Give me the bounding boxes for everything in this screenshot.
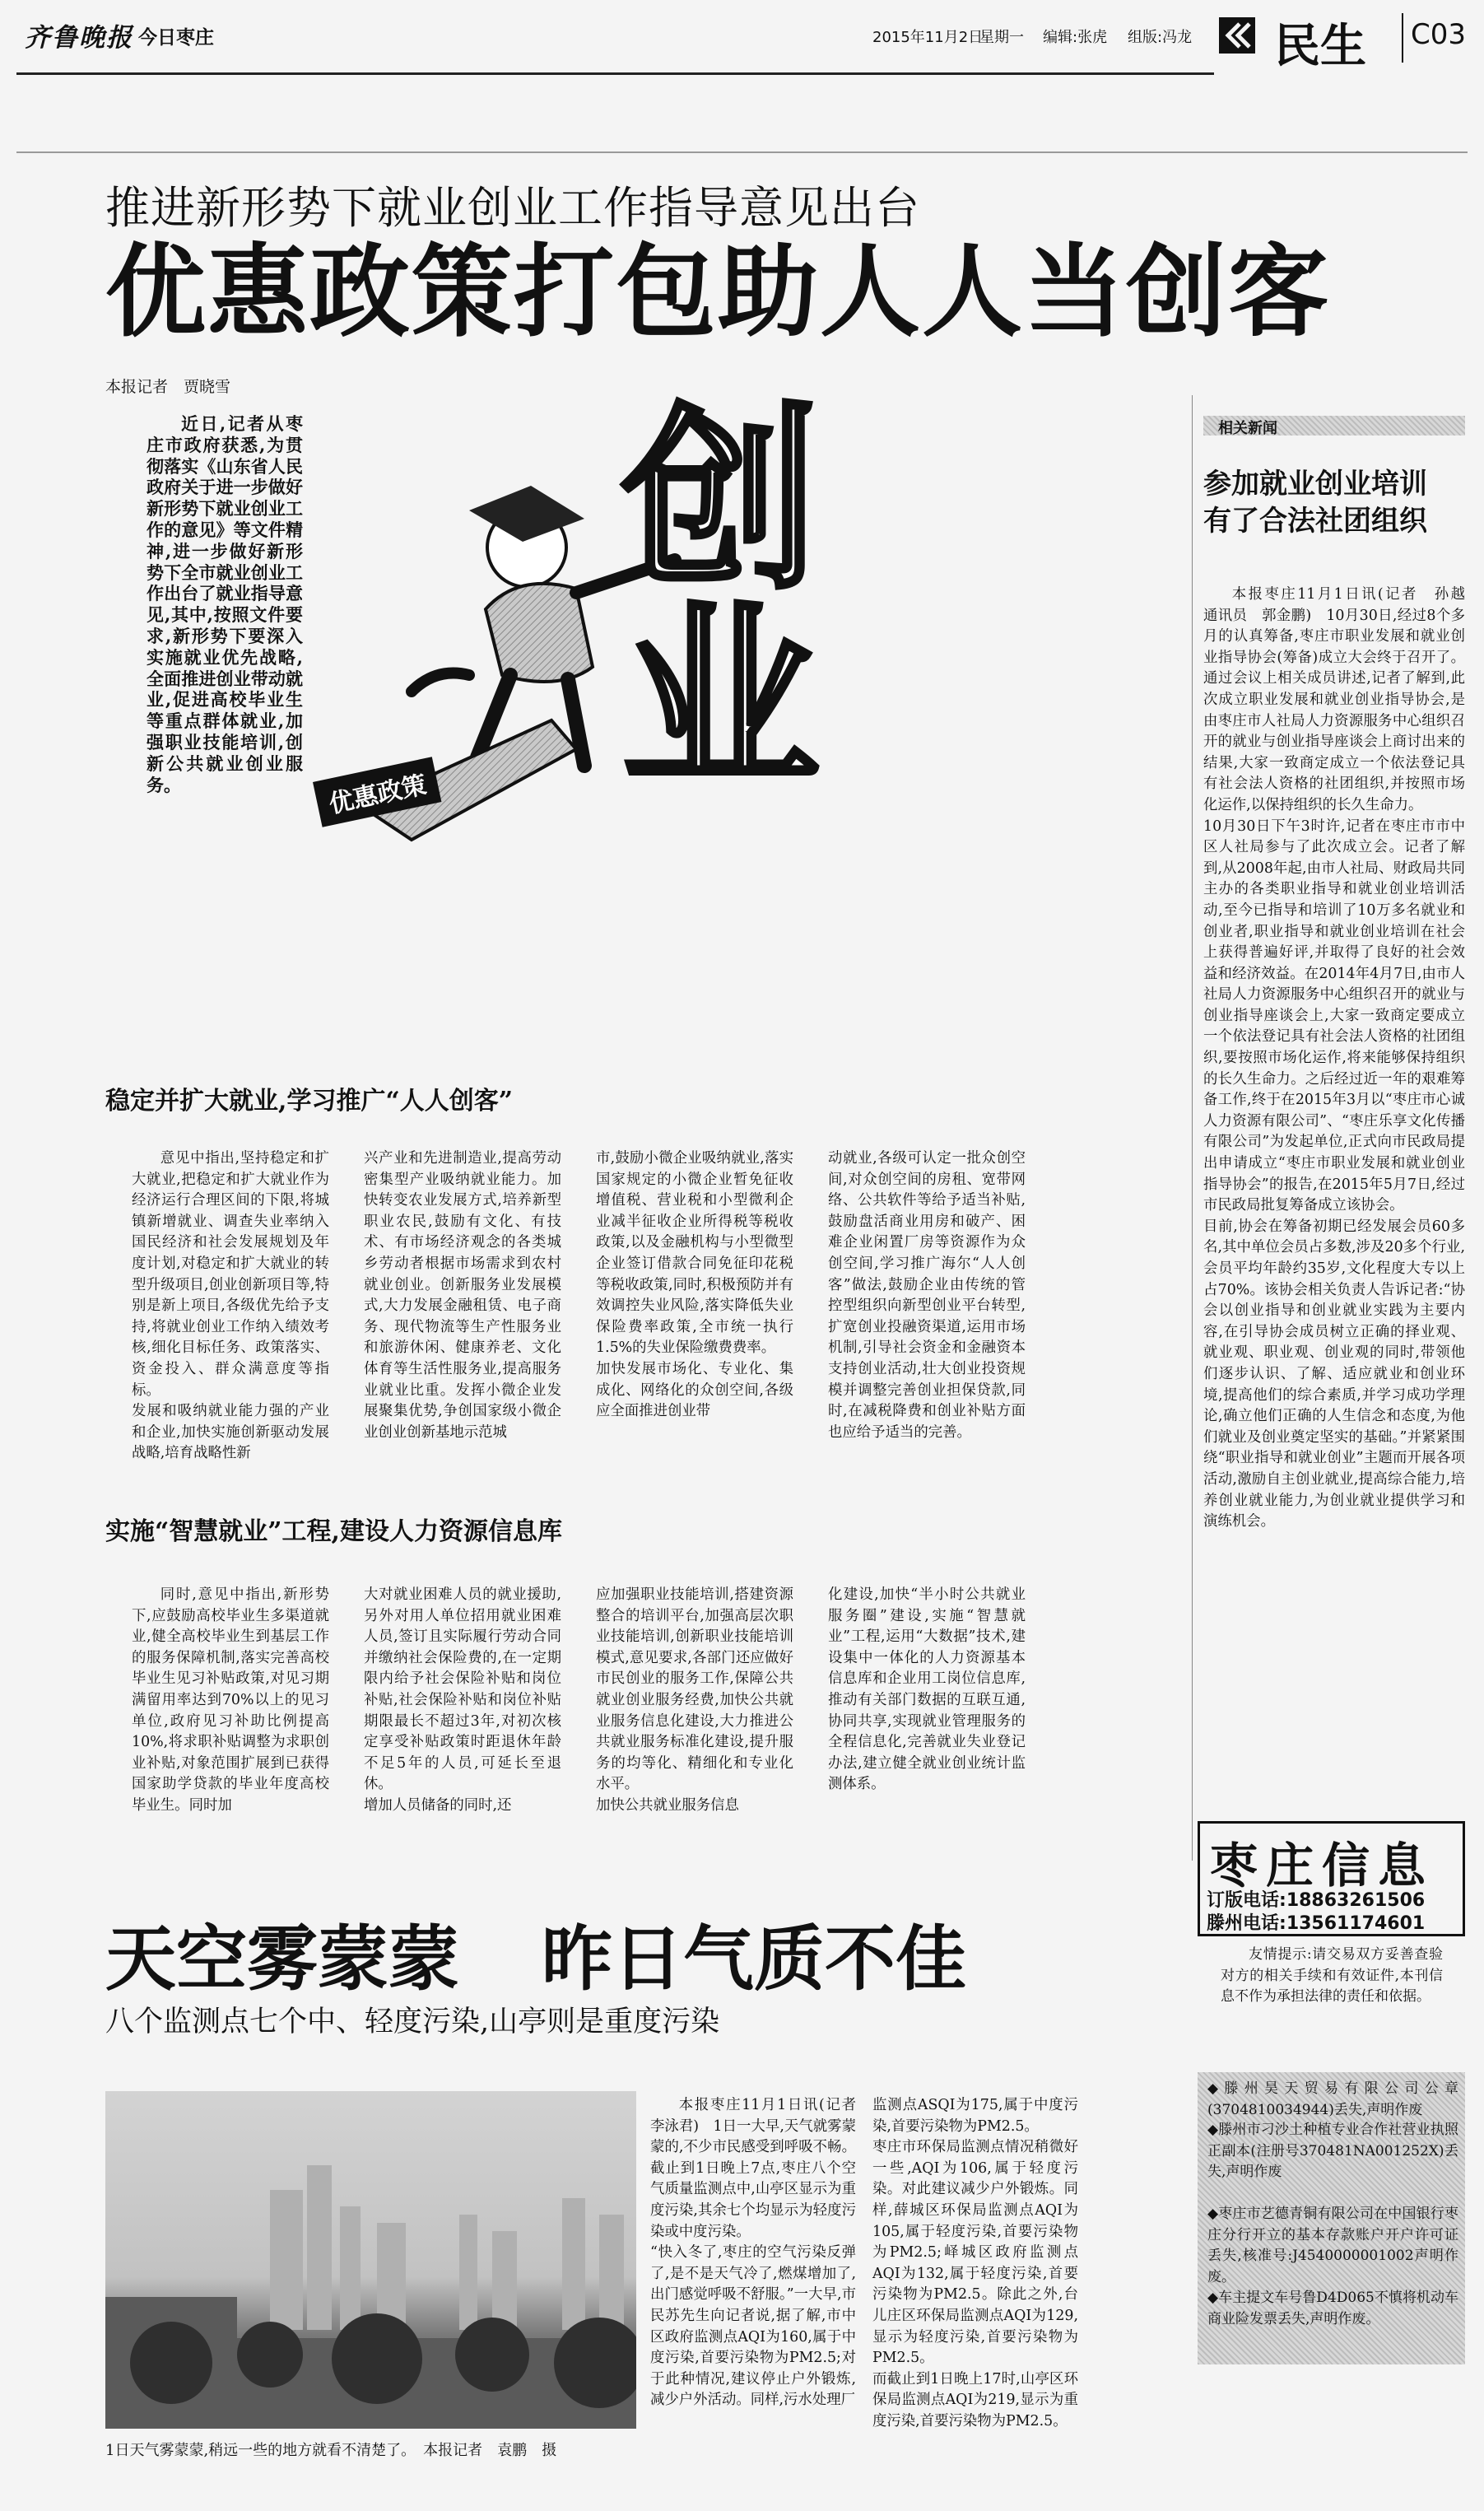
byline: 本报记者 贾晓雪 — [105, 378, 231, 396]
weather-col-2: 监测点ASQI为175,属于中度污染,首要污染物为PM2.5。 枣庄市环保局监测点情况稍微好一些,AQI为106,属于轻度污染。对此建议减少户外锻炼。同样,薛城区环保局监测点AQI为105,属于轻度污染,首要污染物为PM2.5;峄城区政府监测点AQI为132,属于轻度污染,首要污染物为PM2.5。除此之外,台儿庄区环保局监测点AQI为129,显示为轻度污染,首要污染物为PM2.5。 而截止到1日晚上17时,山亭区环保局监测点AQI为219,显示为重度污染,首要污染物为PM2.5。 — [872, 2097, 1078, 2429]
header-divider — [1402, 13, 1403, 63]
policy-badge: 优惠政策 — [313, 757, 441, 827]
big-chuangye-text: 创业 — [588, 395, 819, 790]
related-news-headline-1: 参加就业创业培训 — [1203, 468, 1427, 501]
section-chevron-icon — [1218, 16, 1256, 54]
classifieds-notice: 友情提示:请交易双方妥善查验对方的相关手续和有效证件,本刊信息不作为承担法律的责任和依据。 — [1221, 1946, 1443, 2006]
related-news-label-bar — [1203, 416, 1465, 436]
classifieds-shaded-area — [1198, 2072, 1465, 2364]
issue-weekday: 星期一 — [979, 29, 1024, 46]
phone-label-2: 滕州电话: — [1207, 1913, 1286, 1934]
paper-logo: 齐鲁晚报 — [25, 23, 133, 53]
classified-item-3: ◆枣庄市艺德青铜有限公司在中国银行枣庄分行开立的基本存款账户开户许可证丢失,核准号:J4540000001002声明作废。 — [1207, 2206, 1458, 2285]
classifieds-header — [1198, 1821, 1465, 1936]
intro-text: 近日,记者从枣庄市政府获悉,为贯彻落实《山东省人民政府关于进一步做好新形势下就业创业工作的意见》等文件精神,进一步做好新形势下全市就业创业工作出台了就业指导意见,其中,按照文件要求,新形势下要深入实施就业优先战略,全面推进创业带动就业,促进高校毕业生等重点群体就业,加强职业技能培训,创新公共就业创业服务。 — [147, 413, 303, 795]
phone-number-1: 18863261506 — [1286, 1890, 1426, 1911]
section-title: 民生 — [1274, 19, 1366, 73]
edition-label: 今日枣庄 — [138, 26, 214, 49]
section-1-col-2: 兴产业和先进制造业,提高劳动密集型产业吸纳就业能力。加快转变农业发展方式,培养新型职业农民,鼓励有文化、有技术、有市场经济观念的各类城乡劳动者根据市场需求到农村就业创业。创新服务业发展模式,大力发展金融租赁、电子商务、现代物流等生产性服务业和旅游休闲、健康养老、文化体育等生活性服务业,提高服务业就业比重。发挥小微企业发展聚集优势,争创国家级小微企业创业创新基地示范城 — [364, 1150, 561, 1441]
classified-item-2: ◆滕州市刁沙土种植专业合作社营业执照正副本(注册号370481NA001252X)丢失,声明作废 — [1207, 2122, 1458, 2181]
section-2-title: 实施“智慧就业”工程,建设人力资源信息库 — [105, 1517, 562, 1546]
weather-col-1: 本报枣庄11月1日讯(记者 李泳君) 1日一大早,天气就雾蒙蒙的,不少市民感受到呼吸不畅。截止到1日晚上7点,枣庄八个空气质量监测点中,山亭区显示为重度污染,其余七个均显示为轻度污染或中度污染。 “快入冬了,枣庄的空气污染反弹了,是不是天气冷了,燃煤增加了,出门感觉呼吸不舒服。”一大早,市民苏先生向记者说,据了解,市中区政府监测点AQI为160,属于中度污染,首要污染物为PM2.5;对于此种情况,建议停止户外锻炼,减少户外活动。同样,污水处理厂 — [650, 2097, 856, 2409]
chuangye-illustration — [313, 395, 840, 922]
section-2-col-3: 应加强职业技能培训,搭建资源整合的培训平台,加强高层次职业技能培训,创新职业技能培训模式,意见要求,各部门还应做好市民创业的服务工作,保障公共就业创业服务经费,加快公共就业服务信息化建设,大力推进公共就业服务标准化建设,提升服务的均等化、精细化和专业化水平。 加快公共就业服务信息 — [596, 1586, 793, 1814]
section-1-col-3: 市,鼓励小微企业吸纳就业,落实国家规定的小微企业暂免征收增值税、营业税和小型微利企业减半征收企业所得税等税收政策,以及金融机构与小型微型企业签订借款合同免征印花税等税收政策,同时,积极预防并有效调控失业风险,落实降低失业保险费率政策,全市统一执行1.5%的失业保险缴费费率。 加快发展市场化、专业化、集成化、网络化的众创空间,各级应全面推进创业带 — [596, 1150, 793, 1420]
photo-caption: 1日天气雾蒙蒙,稍远一些的地方就看不清楚了。 本报记者 袁鹏 摄 — [105, 2442, 557, 2459]
related-news-body: 本报枣庄11月1日讯(记者 孙越 通讯员 郭金鹏) 10月30日,经过8个多月的认真筹备,枣庄市职业发展和就业创业指导协会(筹备)成立大会终于召开了。通过会议上相关成员讲述,记者了解到,此次成立职业发展和就业创业指导协会,是由枣庄市人社局人力资源服务中心组织召开的就业与创业指导座谈会上商讨出来的结果,大家一致商定成立一个依法登记具有社会法人资格的社团组织,并按照市场化运作,以保持组织的长久生命力。 10月30日下午3时许,记者在枣庄市市中区人社局参与了此次成立会。记者了解到,从2008年起,由市人社局、财政局共同主办的各类职业指导和就业创业培训活动,至今已指导和培训了10万多名就业和创业者,职业指导和就业创业培训在社会上获得普遍好评,并取得了良好的社会效益和经济效益。在2014年4月7日,由市人社局人力资源服务中心组织召开的就业与创业指导座谈会上,大家一致商定要成立一个依法登记具有社会法人资格的社团组织,要按照市场化运作,将来能够保持组织的长久生命力。之后经过近一年的艰难筹备工作,终于在2015年3月以“枣庄市心诚人力资源有限公司”、“枣庄乐享文化传播有限公司”为发起单位,正式向市民政局提出申请成立“枣庄市职业发展和就业创业指导协会”的报告,在2015年5月7日,经过市民政局批复筹备成立该协会。 目前,协会在筹备初期已经发展会员60多名,其中单位会员占多数,涉及20多个行业,会员平均年龄约35岁,文化程度大专以上占70%。该协会相关负责人告诉记者:“协会以创业指导和创业就业实践为主要内容,在引导协会成员树立正确的择业观、就业观、职业观、创业观的同时,带领他们逐步认识、了解、适应就业和创业环境,提高他们的综合素质,并学习成功学理论,确立他们正确的人生信念和态度,为他们就业及创业奠定坚实的基础。”并紧紧围绕“职业指导和就业创业”主题而开展各项活动,激励自主创业就业,提高综合能力,培养创业就业能力,为创业就业提供学习和演练机会。 — [1203, 586, 1465, 1530]
classifieds-box — [1198, 1821, 1465, 2364]
section-1-title: 稳定并扩大就业,学习推广“人人创客” — [105, 1087, 513, 1116]
layout-credit: 组版:冯龙 — [1128, 29, 1193, 46]
main-headline: 优惠政策打包助人人当创客 — [105, 234, 1330, 351]
weather-photo — [105, 2091, 636, 2429]
section-1-col-4: 动就业,各级可认定一批众创空间,对众创空间的房租、宽带网络、公共软件等给予适当补贴,鼓励盘活商业用房和破产、困难企业闲置厂房等资源作为众创空间,学习推广海尔“人人创客”做法,鼓励企业由传统的管控型组织向新型创业平台转型,扩宽创业投融资渠道,运用市场机制,引导社会资金和金融资本支持创业活动,壮大创业投资规模并调整完善创业担保贷款,同时,在减税降费和创业补贴方面也应给予适当的完善。 — [828, 1150, 1026, 1441]
kicker-headline: 推进新形势下就业创业工作指导意见出台 — [105, 182, 920, 234]
editor-credit: 编辑:张虎 — [1043, 29, 1108, 46]
section-2-col-2: 大对就业困难人员的就业援助,另外对用人单位招用就业困难人员,签订且实际履行劳动合同并缴纳社会保险费的,在一定期限内给予社会保险补贴和岗位补贴,社会保险补贴和岗位补贴期限最长不超过3年,对初次核定享受补贴政策时距退休年龄不足5年的人员,可延长至退休。 增加人员储备的同时,还 — [364, 1586, 561, 1814]
classifieds-title: 枣庄信息 — [1210, 1838, 1435, 1894]
weather-headline-part-1: 天空雾蒙蒙 — [105, 1918, 459, 2001]
intro-column — [147, 413, 303, 795]
related-news-label: 相关新闻 — [1218, 420, 1277, 437]
masthead — [0, 0, 1484, 82]
section-1-col-1: 意见中指出,坚持稳定和扩大就业,把稳定和扩大就业作为经济运行合理区间的下限,将城镇新增就业、调查失业率纳入国民经济和社会发展规划及年度计划,对稳定和扩大就业的转型升级项目,创业创新项目等,特别是新上项目,各级优先给予支持,将就业创业工作纳入绩效考核,细化目标任务、政策落实、资金投入、群众满意度等指标。 发展和吸纳就业能力强的产业和企业,加快实施创新驱动发展战略,培育战略性新 — [132, 1150, 329, 1462]
phone-number-2: 13561174601 — [1286, 1913, 1426, 1934]
weather-headline-part-2: 昨日气质不佳 — [542, 1918, 966, 2001]
hazy-skyline-graphic — [105, 2091, 636, 2429]
phone-line-2 — [1207, 1909, 1425, 1935]
weather-subheadline: 八个监测点七个中、轻度污染,山亭则是重度污染 — [105, 2006, 720, 2038]
page-number: C03 — [1411, 18, 1467, 51]
classified-item-1: ◆滕州昊天贸易有限公司公章(3704810034944)丢失,声明作废 — [1207, 2080, 1458, 2118]
classified-item-4: ◆车主提文车号鲁D4D065不慎将机动车商业险发票丢失,声明作废。 — [1207, 2290, 1458, 2327]
issue-date: 2015年11月2日 — [872, 29, 984, 46]
column-divider — [1192, 395, 1193, 1861]
section-2-col-1: 同时,意见中指出,新形势下,应鼓励高校毕业生多渠道就业,健全高校毕业生到基层工作的服务保障机制,落实完善高校毕业生见习补贴政策,对见习期满留用率达到70%以上的见习单位,政府见习补助比例提高10%,将求职补贴调整为求职创业补贴,对象范围扩展到已获得国家助学贷款的毕业年度高校毕业生。同时加 — [132, 1586, 329, 1814]
section-2-col-4: 化建设,加快“半小时公共就业服务圈”建设,实施“智慧就业”工程,运用“大数据”技术,建设集中一体化的人力资源基本信息库和企业用工岗位信息库,推动有关部门数据的互联互通,协同共享,实现就业管理服务的全程信息化,完善就业失业登记办法,建立健全就业创业统计监测体系。 — [828, 1586, 1026, 1793]
top-rule — [16, 151, 1468, 153]
related-news-headline-2: 有了合法社团组织 — [1203, 505, 1427, 538]
weather-headline — [105, 1902, 966, 2004]
phone-line-1 — [1207, 1886, 1425, 1912]
masthead-rule — [16, 72, 1214, 75]
phone-label-1: 订版电话: — [1207, 1890, 1286, 1911]
